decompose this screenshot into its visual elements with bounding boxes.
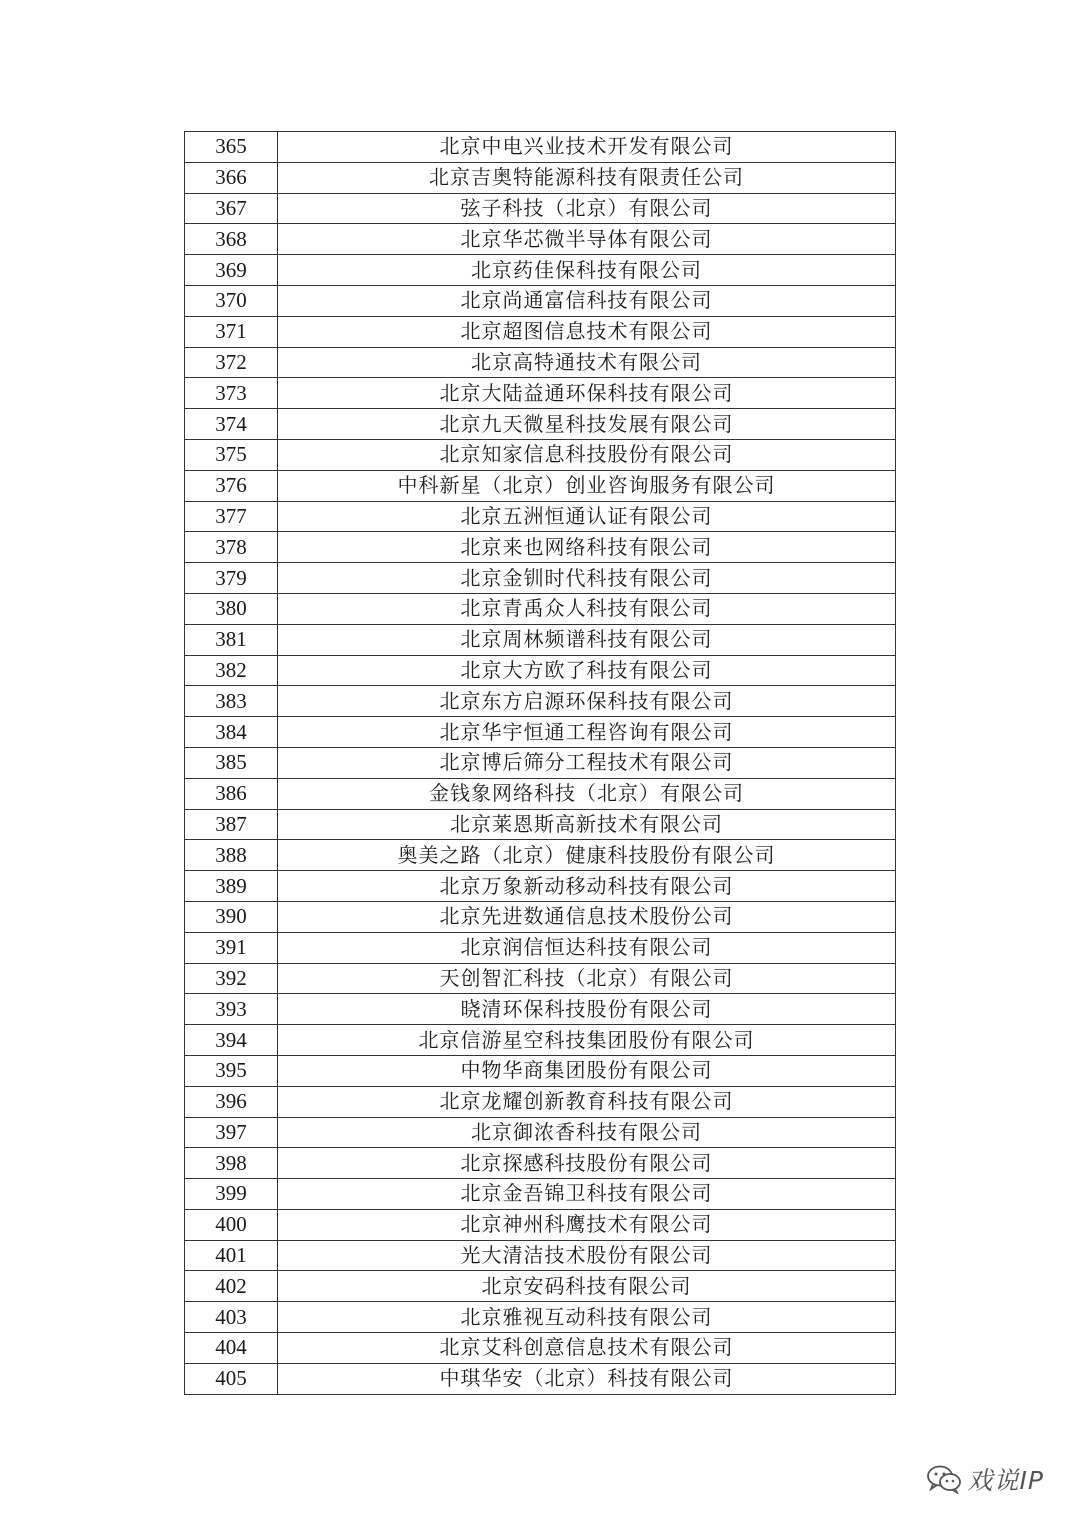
table-row: [185, 1302, 896, 1333]
row-number: 376: [185, 470, 278, 501]
row-number: 384: [185, 717, 278, 748]
row-number: 383: [185, 686, 278, 717]
table-row: [185, 285, 896, 316]
company-name: 晓清环保科技股份有限公司: [278, 994, 896, 1025]
row-number: 371: [185, 316, 278, 347]
watermark-text: 戏说IP: [967, 1466, 1044, 1495]
row-number: 365: [185, 132, 278, 163]
table-row: [185, 994, 896, 1025]
company-name: 北京御浓香科技有限公司: [278, 1117, 896, 1148]
table-row: [185, 347, 896, 378]
watermark: [926, 1461, 1044, 1497]
row-number: 401: [185, 1240, 278, 1271]
table-row: [185, 686, 896, 717]
table-row: [185, 1025, 896, 1056]
company-name: 北京润信恒达科技有限公司: [278, 932, 896, 963]
company-list-table: [184, 131, 896, 1395]
table-row: [185, 624, 896, 655]
table-row: [185, 593, 896, 624]
row-number: 394: [185, 1025, 278, 1056]
table-row: [185, 563, 896, 594]
table-row: [185, 255, 896, 286]
row-number: 378: [185, 532, 278, 563]
table-row: [185, 1240, 896, 1271]
table-row: [185, 1055, 896, 1086]
table-row: [185, 717, 896, 748]
row-number: 393: [185, 994, 278, 1025]
table-row: [185, 655, 896, 686]
row-number: 372: [185, 347, 278, 378]
company-name: 北京大陆益通环保科技有限公司: [278, 378, 896, 409]
row-number: 386: [185, 778, 278, 809]
company-name: 北京青禹众人科技有限公司: [278, 593, 896, 624]
row-number: 387: [185, 809, 278, 840]
table-row: [185, 193, 896, 224]
row-number: 385: [185, 747, 278, 778]
row-number: 405: [185, 1363, 278, 1394]
table-row: [185, 378, 896, 409]
company-name: 北京药佳保科技有限公司: [278, 255, 896, 286]
table-row: [185, 162, 896, 193]
company-name: 北京吉奥特能源科技有限责任公司: [278, 162, 896, 193]
table-row: [185, 439, 896, 470]
company-name: 弦子科技（北京）有限公司: [278, 193, 896, 224]
table-row: [185, 1086, 896, 1117]
company-name: 北京知家信息科技股份有限公司: [278, 439, 896, 470]
table-row: [185, 1333, 896, 1364]
row-number: 398: [185, 1148, 278, 1179]
row-number: 392: [185, 963, 278, 994]
company-name: 北京东方启源环保科技有限公司: [278, 686, 896, 717]
table-row: [185, 1179, 896, 1210]
company-name: 北京周林频谱科技有限公司: [278, 624, 896, 655]
row-number: 366: [185, 162, 278, 193]
table-row: [185, 1209, 896, 1240]
company-name: 金钱象网络科技（北京）有限公司: [278, 778, 896, 809]
table-row: [185, 1117, 896, 1148]
row-number: 375: [185, 439, 278, 470]
table-row: [185, 1271, 896, 1302]
company-name: 北京龙耀创新教育科技有限公司: [278, 1086, 896, 1117]
row-number: 395: [185, 1055, 278, 1086]
company-name: 北京来也网络科技有限公司: [278, 532, 896, 563]
company-name: 天创智汇科技（北京）有限公司: [278, 963, 896, 994]
company-name: 北京超图信息技术有限公司: [278, 316, 896, 347]
table-row: [185, 409, 896, 440]
company-name: 北京信游星空科技集团股份有限公司: [278, 1025, 896, 1056]
company-name: 北京华宇恒通工程咨询有限公司: [278, 717, 896, 748]
row-number: 388: [185, 840, 278, 871]
company-name: 北京神州科鹰技术有限公司: [278, 1209, 896, 1240]
company-name: 北京博后筛分工程技术有限公司: [278, 747, 896, 778]
table-row: [185, 871, 896, 902]
company-name: 中科新星（北京）创业咨询服务有限公司: [278, 470, 896, 501]
table-row: [185, 1363, 896, 1394]
company-name: 中琪华安（北京）科技有限公司: [278, 1363, 896, 1394]
row-number: 404: [185, 1333, 278, 1364]
row-number: 374: [185, 409, 278, 440]
company-name: 北京雅视互动科技有限公司: [278, 1302, 896, 1333]
table-row: [185, 963, 896, 994]
company-name: 北京大方欧了科技有限公司: [278, 655, 896, 686]
row-number: 400: [185, 1209, 278, 1240]
row-number: 379: [185, 563, 278, 594]
company-name: 北京艾科创意信息技术有限公司: [278, 1333, 896, 1364]
table-row: [185, 132, 896, 163]
table-body: [185, 132, 896, 1395]
company-name: 北京安码科技有限公司: [278, 1271, 896, 1302]
table-row: [185, 501, 896, 532]
row-number: 370: [185, 285, 278, 316]
table-row: [185, 809, 896, 840]
company-name: 北京尚通富信科技有限公司: [278, 285, 896, 316]
row-number: 382: [185, 655, 278, 686]
row-number: 389: [185, 871, 278, 902]
table-row: [185, 778, 896, 809]
row-number: 367: [185, 193, 278, 224]
table-row: [185, 840, 896, 871]
row-number: 381: [185, 624, 278, 655]
wechat-icon: [926, 1464, 962, 1494]
company-name: 北京万象新动移动科技有限公司: [278, 871, 896, 902]
row-number: 390: [185, 901, 278, 932]
table-row: [185, 1148, 896, 1179]
row-number: 380: [185, 593, 278, 624]
company-name: 北京先进数通信息技术股份公司: [278, 901, 896, 932]
row-number: 397: [185, 1117, 278, 1148]
table-row: [185, 932, 896, 963]
company-name: 北京莱恩斯高新技术有限公司: [278, 809, 896, 840]
company-name: 北京中电兴业技术开发有限公司: [278, 132, 896, 163]
row-number: 369: [185, 255, 278, 286]
table-row: [185, 224, 896, 255]
company-name: 北京金吾锦卫科技有限公司: [278, 1179, 896, 1210]
row-number: 399: [185, 1179, 278, 1210]
company-name: 北京金钏时代科技有限公司: [278, 563, 896, 594]
table-row: [185, 901, 896, 932]
table-row: [185, 316, 896, 347]
company-list-table-container: [184, 131, 896, 1395]
row-number: 396: [185, 1086, 278, 1117]
table-row: [185, 532, 896, 563]
company-name: 北京九天微星科技发展有限公司: [278, 409, 896, 440]
company-name: 北京探感科技股份有限公司: [278, 1148, 896, 1179]
row-number: 373: [185, 378, 278, 409]
row-number: 403: [185, 1302, 278, 1333]
company-name: 北京五洲恒通认证有限公司: [278, 501, 896, 532]
company-name: 北京华芯微半导体有限公司: [278, 224, 896, 255]
table-row: [185, 747, 896, 778]
company-name: 北京高特通技术有限公司: [278, 347, 896, 378]
company-name: 奥美之路（北京）健康科技股份有限公司: [278, 840, 896, 871]
row-number: 368: [185, 224, 278, 255]
company-name: 中物华商集团股份有限公司: [278, 1055, 896, 1086]
table-row: [185, 470, 896, 501]
row-number: 402: [185, 1271, 278, 1302]
row-number: 377: [185, 501, 278, 532]
row-number: 391: [185, 932, 278, 963]
company-name: 光大清洁技术股份有限公司: [278, 1240, 896, 1271]
